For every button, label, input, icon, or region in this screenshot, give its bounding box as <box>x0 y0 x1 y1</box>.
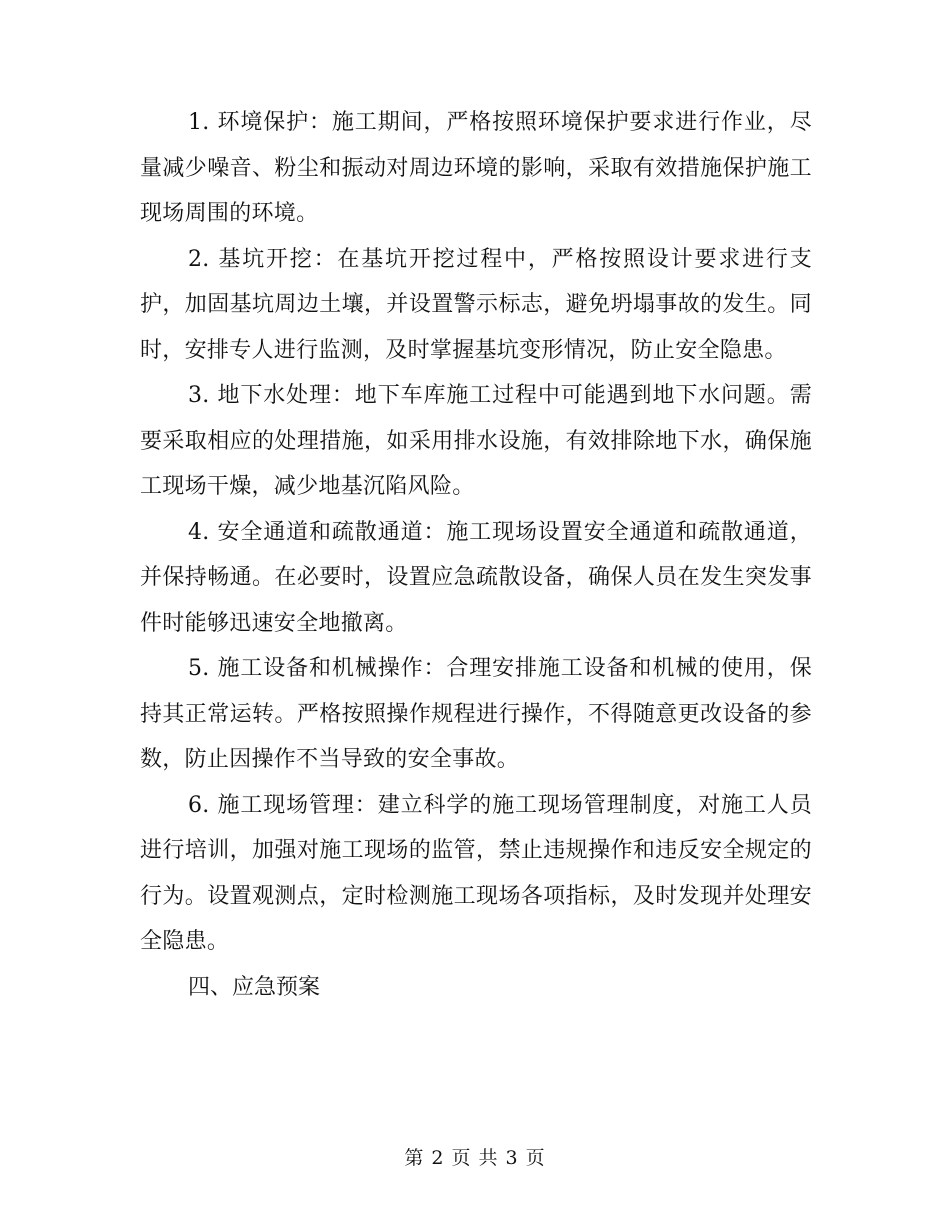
paragraph-foundation-excavation: 2. 基坑开挖：在基坑开挖过程中，严格按照设计要求进行支护，加固基坑周边土壤，并设置警示标志，避免坍塌事故的发生。同时，安排专人进行监测，及时掌握基坑变形情况，防止安全隐患。 <box>140 246 812 363</box>
page-number-footer: 第 2 页 共 3 页 <box>404 1147 546 1169</box>
document-body <box>140 100 812 1010</box>
paragraph-safety-evacuation-passages: 4. 安全通道和疏散通道：施工现场设置安全通道和疏散通道，并保持畅通。在必要时，设置应急疏散设备，确保人员在发生突发事件时能够迅速安全地撤离。 <box>140 519 812 636</box>
paragraph-environmental-protection: 1. 环境保护：施工期间，严格按照环境保护要求进行作业，尽量减少噪音、粉尘和振动对周边环境的影响，采取有效措施保护施工现场周围的环境。 <box>140 110 812 226</box>
paragraph-site-management: 6. 施工现场管理：建立科学的施工现场管理制度，对施工人员进行培训，加强对施工现场的监管，禁止违规操作和违反安全规定的行为。设置观测点，定时检测施工现场各项指标，及时发现并处理安全隐患。 <box>140 792 812 954</box>
section-heading: 四、应急预案 <box>188 974 321 1000</box>
paragraph-equipment-operation: 5. 施工设备和机械操作：合理安排施工设备和机械的使用，保持其正常运转。严格按照操作规程进行操作，不得随意更改设备的参数，防止因操作不当导致的安全事故。 <box>140 656 812 772</box>
paragraph-groundwater-treatment: 3. 地下水处理：地下车库施工过程中可能遇到地下水问题。需要采取相应的处理措施，如采用排水设施，有效排除地下水，确保施工现场干燥，减少地基沉陷风险。 <box>140 383 812 499</box>
